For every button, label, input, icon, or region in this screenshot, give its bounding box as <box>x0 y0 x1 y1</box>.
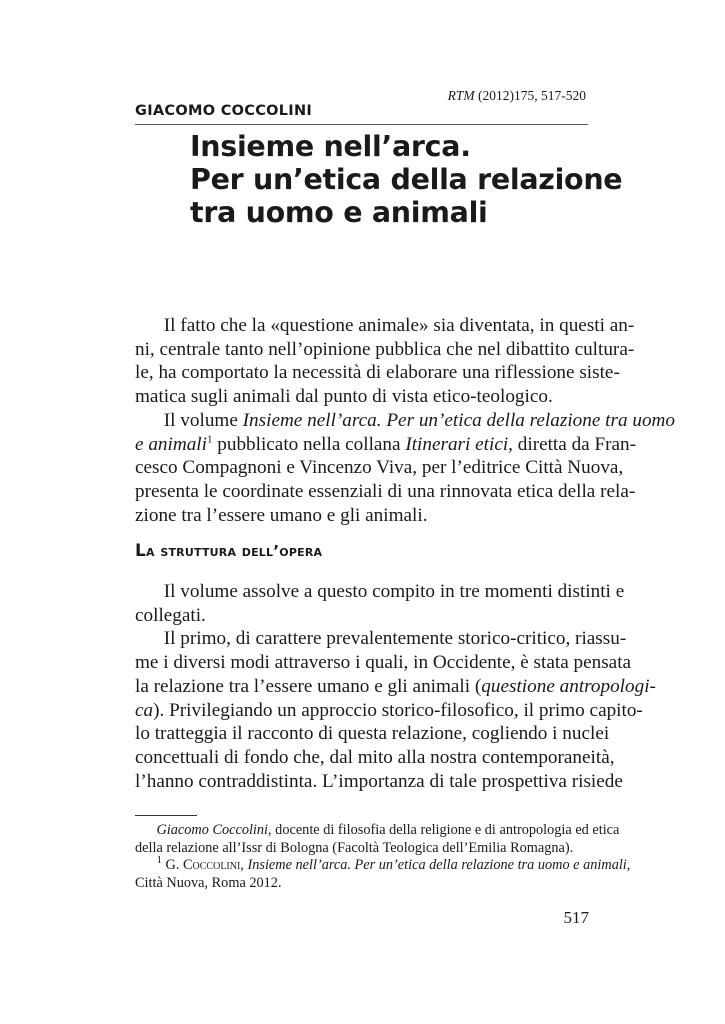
title-line: Insieme nell’arca. <box>190 130 471 163</box>
footnote-line: $^1$ G. Coccolini, Insieme nell’arca. Per un’etica della relazione tra uomo e animali, <box>156 854 631 873</box>
footnote-line: Città Nuova, Roma 2012. <box>135 874 282 891</box>
text-line: la relazione tra l’essere umano e gli animali (questione antropologi- <box>135 675 656 697</box>
text-line: matica sugli animali dal punto di vista etico-teologico. <box>135 386 553 408</box>
text-line: concettuali di fondo che, dal mito alla nostra contemporaneità, <box>135 746 615 768</box>
text-line: zione tra l’essere umano e gli animali. <box>135 504 428 526</box>
footnote-rule <box>135 815 197 816</box>
section-heading: La struttura dell’opera <box>135 541 323 561</box>
text-line: cesco Compagnoni e Vincenzo Viva, per l’editrice Città Nuova, <box>135 457 624 479</box>
page-number: 517 <box>563 908 589 927</box>
footnote-line: Giacomo Coccolini, docente di filosofia della religione e di antropologia ed etica <box>156 822 620 838</box>
journal-citation: RTM (2012)175, 517-520 <box>447 88 586 103</box>
header-rule <box>135 124 588 125</box>
text-line: Il volume Insieme nell’arca. Per un’etica della relazione tra uomo <box>163 409 675 431</box>
text-line: Il primo, di carattere prevalentemente storico-critico, riassu- <box>163 628 627 650</box>
footnotes <box>135 822 631 892</box>
author-name: GIACOMO COCCOLINI <box>135 103 313 119</box>
article-title <box>190 130 622 229</box>
text-line: Il fatto che la «questione animale» sia diventata, in questi an- <box>163 315 635 336</box>
text-line: ca). Privilegiando un approccio storico-filosofico, il primo capito- <box>135 699 643 721</box>
title-line: tra uomo e animali <box>190 196 488 229</box>
text-line: lo tratteggia il racconto di questa relazione, cogliendo i nuclei <box>135 723 610 745</box>
text-line: me i diversi modi attraverso i quali, in Occidente, è stata pensata <box>135 652 632 674</box>
text-line: ni, centrale tanto nell’opinione pubblica che nel dibattito cultura- <box>135 338 635 360</box>
footnote-ref: 1 <box>206 433 213 446</box>
text-line: l’hanno contraddistinta. L’importanza di tale prospettiva risiede <box>135 770 623 792</box>
intro-paragraphs <box>135 314 675 527</box>
text-line: e animali$^1$ pubblicato nella collana Itinerari etici, diretta da Fran- <box>135 433 637 455</box>
body-paragraphs <box>135 580 656 793</box>
text-line: le, ha comportato la necessità di elaborare una riflessione siste- <box>135 362 620 384</box>
text-line: Il volume assolve a questo compito in tre momenti distinti e <box>163 581 625 602</box>
text-line: presenta le coordinate essenziali di una rinnovata etica della rela- <box>135 480 636 502</box>
text-line: collegati. <box>135 604 206 626</box>
title-line: Per un’etica della relazione <box>190 163 623 196</box>
footnote-line: della relazione all’Issr di Bologna (Facoltà Teologica dell’Emilia Romagna). <box>135 839 574 856</box>
